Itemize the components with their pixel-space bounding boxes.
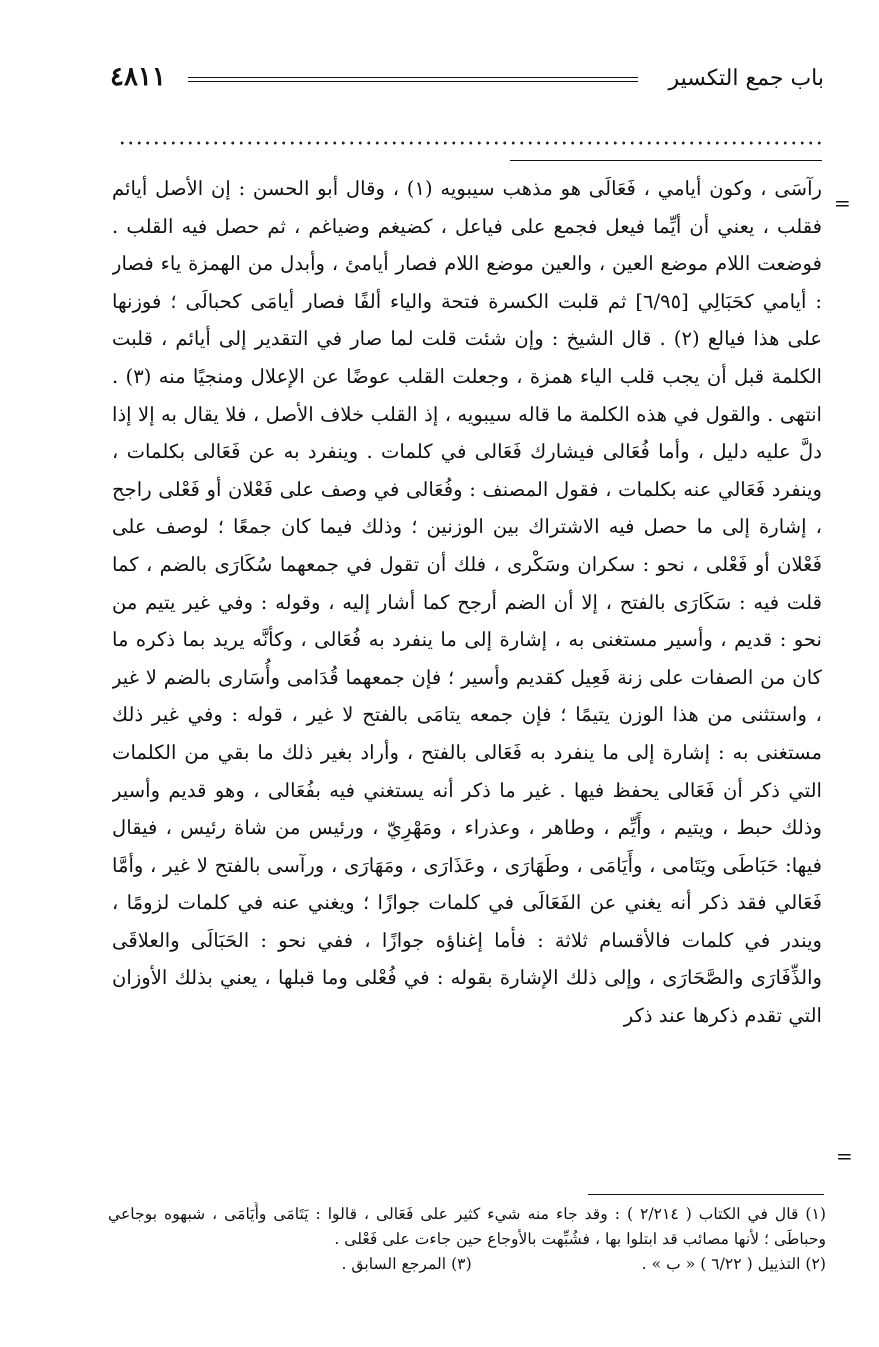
continuation-mark-top: =	[834, 191, 851, 215]
body-text	[112, 170, 822, 1180]
footnote-row	[108, 1252, 826, 1277]
footnote-3: (٣) المرجع السابق .	[341, 1255, 472, 1273]
continuation-mark-bottom: =	[836, 1144, 853, 1168]
top-rule	[510, 160, 822, 161]
footnote-1: (١) قال في الكتاب ( ٢/٢١٤ ) : وقد جاء منه شيء كثير على فَعَالى ، قالوا : يَتَامَى وأَيَامَى ، شبهوه بوجاعي وحباطَى ؛ لأنها مصائب قد ابتلوا بها ، فشُبِّهت بالأوجاع حين جاءت على فَعْلى .	[108, 1205, 826, 1248]
page-number: ٤٨١١	[110, 62, 166, 92]
footnote-rule	[588, 1194, 824, 1195]
footnotes	[108, 1202, 826, 1312]
body-paragraph: رآسَى ، وكون أيامي ، فَعَالَى هو مذهب سيبويه (١) ، وقال أبو الحسن : إن الأصل أيائم فقلب ، يعني أن أيِّما فيعل فجمع على فياعل ، كضيغم وضياغم ، ثم حصل فيه القلب . فوضعت اللام موضع العين ، والعين موضع اللام فصار أيامئ ، وأبدل من الهمزة ياء فصار : أيامي كحَبَالِي [٦/٩٥] ثم قلبت الكسرة فتحة والياء ألفًا فصار أيامَى كحبالَى ؛ فوزنها على هذا فيالع (٢) . قال الشيخ : وإن شئت قلت لما صار في التقدير إلى أيائم ، قلبت الكلمة قبل أن يجب قلب الياء همزة ، وجعلت القلب عوضًا عن الإعلال ومنجيًا منه (٣) . انتهى . والقول في هذه الكلمة ما قاله سيبويه ، إذ القلب خلاف الأصل ، فلا يقال به إلا إذا دلَّ عليه دليل ، وأما فُعَالى فيشارك فَعَالى في كلمات . وينفرد به عن فَعَالى بكلمات ، وينفرد فَعَالي عنه بكلمات ، فقول المصنف : وفُعَالى في وصف على فَعْلان أو فَعْلى راجح ، إشارة إلى ما حصل فيه الاشتراك بين الوزنين ؛ وذلك فيما كان جمعًا ؛ لوصف على فَعْلان أو فَعْلى ، نحو : سكران وسَكْرى ، فلك أن تقول في جمعهما سُكَارَى بالضم ، كما قلت فيه : سَكَارَى بالفتح ، إلا أن الضم أرجح كما أشار إليه ، وقوله : وفي غير يتيم من نحو : قديم ، وأسير مستغنى به ، إشارة إلى ما ينفرد به فُعَالى ، وكأنَّه يريد بما ذكره ما كان من الصفات على زنة فَعِيل كقديم وأسير ؛ فإن جمعهما قُدَامى وأُسَارى بالضم لا غير ، واستثنى من هذا الوزن يتيمًا ؛ فإن جمعه يتامَى بالفتح لا غير ، قوله : وفي غير ذلك مستغنى به : إشارة إلى ما ينفرد به فَعَالى بالفتح ، وأراد بغير ذلك ما بقي من الكلمات التي ذكر أن فَعَالى يحفظ فيها . غير ما ذكر أنه يستغني فيه بفُعَالى ، وهو قديم وأسير وذلك حبط ، ويتيم ، وأَيِّم ، وطاهر ، وعذراء ، ومَهْرِيّ ، ورئيس من شاة رئيس ، فيقال فيها: حَبَاطَى ويَتَامى ، وأَيَامَى ، وطَهَارَى ، وعَذَارَى ، ومَهَارَى ، ورآسى بالفتح لا غير ، وأمَّا فَعَالي فقد ذكر أنه يغني عن الفَعَالَى في كلمات جوازًا ؛ ويغني عنه في كلمات لزومًا ، ويندر في كلمات فالأقسام ثلاثة : فأما إغناؤه جوازًا ، ففي نحو : الحَبَالَى والعلاقَى والذِّفَارَى والصَّحَارَى ، وإلى ذلك الإشارة بقوله : في فُعْلى وما قبلها ، يعني بذلك الأوزان التي تقدم ذكرها عند ذكر	[112, 177, 822, 1028]
page-header	[110, 62, 824, 102]
chapter-title: باب جمع التكسير	[668, 66, 824, 91]
footnote-2: (٢) التذييل ( ٦/٢٢ ) « ب » .	[641, 1255, 826, 1273]
dotted-separator	[118, 140, 823, 146]
header-rule	[188, 77, 638, 82]
